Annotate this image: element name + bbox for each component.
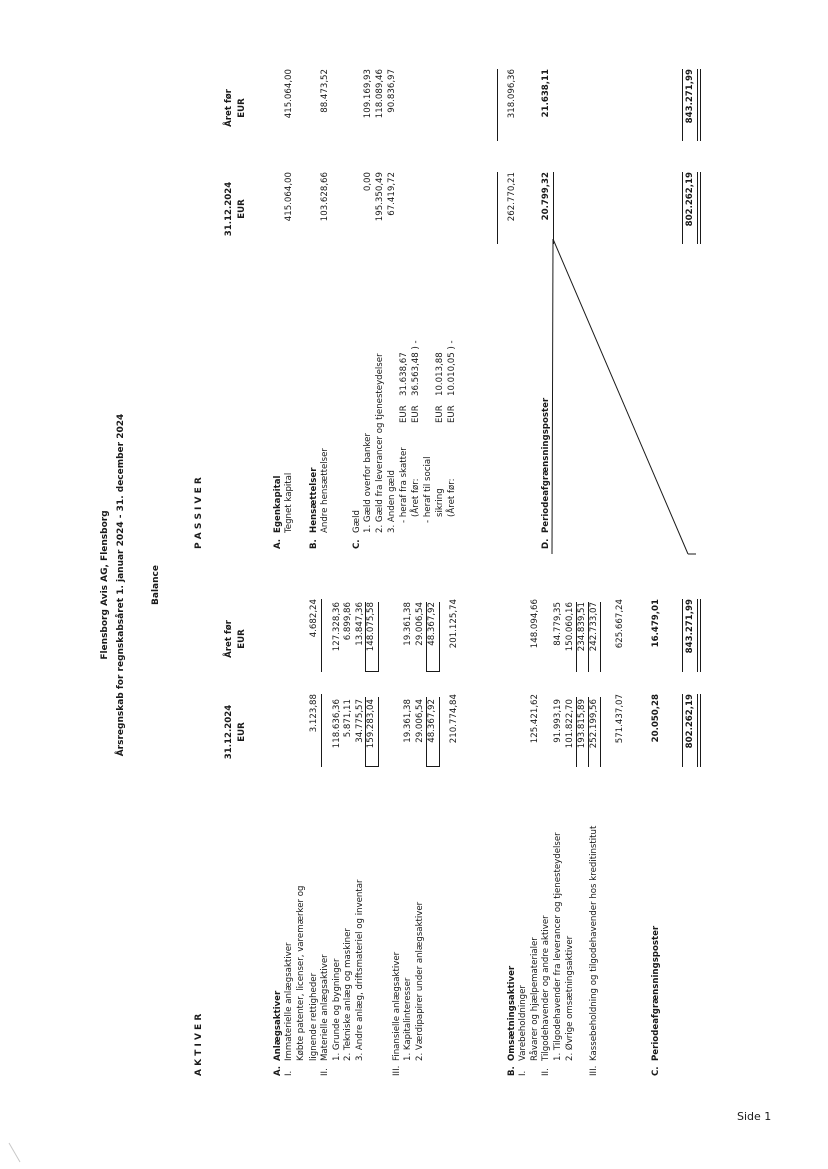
aktiver-previous-subamount: 19.361,38: [403, 602, 413, 646]
aktiver-previous-subtotal: 148.075,58: [366, 602, 376, 652]
aktiver-line-label: Tilgodehavender og andre aktiver: [541, 915, 551, 1061]
passiver-detail-unit: EUR: [447, 405, 457, 423]
aktiver-line-label: Råvarer og hjælpematerialer: [530, 937, 540, 1061]
aktiver-previous-total: 201.125,74: [449, 599, 459, 649]
aktiver-current-subtotal: 159.283,04: [366, 699, 376, 749]
passiver-line-label: Andre hensættelser: [320, 448, 330, 533]
aktiver-rule: [321, 599, 322, 672]
passiver-double-rule: [697, 172, 701, 244]
strike-top-line: [552, 239, 553, 554]
passiver-current-amount: 103.628,66: [320, 172, 330, 222]
aktiver-rule: [588, 697, 589, 767]
passiver-current-subamount: 67.419,72: [387, 172, 397, 216]
page-number: Side 1: [737, 1110, 772, 1123]
aktiver-current-subamount: 252.199,56: [589, 699, 599, 749]
passiver-letter: A.: [273, 538, 283, 549]
passiver-current-currency: EUR: [237, 199, 247, 219]
passiver-current-amount: 20.799,32: [541, 172, 551, 221]
strike-diagonal-line: [553, 239, 688, 554]
aktiver-line-label: Kassebeholdning og tilgodehavender hos kreditinstitut: [589, 825, 599, 1061]
aktiver-rule: [365, 671, 378, 672]
passiver-detail-unit: EUR: [411, 405, 421, 423]
passiver-section-label: Periodeafgrænsningsposter: [541, 397, 551, 533]
passiver-line-label: 2. Gæld fra leverancer og tjenesteydelser: [375, 353, 385, 533]
passiver-detail-label: (Året før:: [411, 478, 421, 517]
aktiver-current-year-label: 31.12.2024: [224, 704, 234, 760]
aktiver-rule: [365, 766, 378, 767]
company-name: Flensborg Avis AG, Flensborg: [100, 510, 110, 660]
aktiver-current-subamount: 118.636,36: [332, 699, 342, 749]
aktiver-section-label: Anlægsaktiver: [273, 990, 283, 1061]
aktiver-rule: [365, 602, 366, 672]
report-subtitle: Årsregnskab for regnskabsåret 1. januar 2024 - 31. december 2024: [116, 413, 126, 757]
passiver-previous-amount: 21.638,11: [541, 69, 551, 118]
aktiver-line-label: 1. Kapitalinteresser: [403, 977, 413, 1061]
aktiver-line-label: Immaterielle anlægsaktiver: [284, 942, 294, 1061]
aktiver-line-label: 2. Værdipapirer under anlægsaktiver: [415, 901, 425, 1061]
aktiver-rule: [682, 694, 683, 767]
passiver-previous-currency: EUR: [237, 98, 247, 118]
passiver-detail-label: sikring: [435, 488, 445, 517]
aktiver-current-subtotal: 193.815,89: [577, 699, 587, 749]
aktiver-line-label: 1. Tilgodehavender fra leverancer og tjenesteydelser: [553, 832, 563, 1061]
aktiver-line-label: Købte patenter, licenser, varemærker og: [296, 885, 306, 1061]
aktiver-rule: [426, 671, 439, 672]
aktiver-rule: [439, 602, 440, 672]
report-title: Balance: [151, 565, 161, 605]
passiver-detail-unit: EUR: [435, 405, 445, 423]
aktiver-line-label: Finansielle anlægsaktiver: [392, 951, 402, 1061]
aktiver-current-amount: 20.050,28: [651, 694, 661, 743]
aktiver-rule: [321, 694, 322, 767]
aktiver-line-label: 2. Øvrige omsætningsaktiver: [565, 935, 575, 1061]
passiver-letter: C.: [352, 539, 362, 549]
passiver-current-year-label: 31.12.2024: [224, 181, 234, 237]
aktiver-rule: [365, 697, 366, 767]
aktiver-rule: [588, 602, 589, 672]
aktiver-letter: A.: [273, 1065, 283, 1076]
aktiver-previous-subamount: 127.328,36: [332, 602, 342, 652]
aktiver-current-subtotal: 48.367,92: [427, 699, 437, 743]
passiver-grand-total-previous: 843.271,99: [685, 69, 695, 124]
aktiver-rule: [682, 599, 683, 672]
passiver-previous-subamount: 109.169,93: [363, 69, 373, 119]
aktiver-current-subamount: 19.361,38: [403, 699, 413, 743]
aktiver-section-label: Omsætningsaktiver: [507, 965, 517, 1061]
aktiver-current-subamount: 29.006,54: [415, 699, 425, 743]
aktiver-previous-year-label: Året før: [224, 620, 234, 658]
passiver-rule: [682, 69, 683, 141]
aktiver-current-subamount: 34.775,57: [355, 699, 365, 743]
passiver-section-label: Hensættelser: [309, 467, 319, 533]
aktiver-line-label: 3. Andre anlæg, driftsmateriel og inventar: [355, 879, 365, 1061]
aktiver-section-label: Periodeafgrænsningsposter: [651, 925, 661, 1061]
aktiver-line-label: Varebeholdninger: [518, 985, 528, 1061]
aktiver-previous-amount: 16.479,01: [651, 599, 661, 648]
aktiver-line-label: 1. Grunde og bygninger: [332, 958, 342, 1061]
aktiver-rule: [600, 697, 601, 767]
aktiver-letter: B.: [507, 1066, 517, 1076]
passiver-line-label: Tegnet kapital: [284, 472, 294, 533]
aktiver-previous-subamount: 6.899,86: [343, 602, 353, 641]
passiver-letter: B.: [309, 539, 319, 549]
passiver-rule: [553, 172, 554, 244]
aktiver-current-amount: 125.421,62: [530, 694, 540, 744]
passiver-line-label: 3. Anden gæld: [387, 470, 397, 533]
aktiver-rule: [426, 766, 439, 767]
passiver-line-label: 1. Gæld overfor banker: [363, 433, 373, 533]
passiver-detail-unit: EUR: [399, 405, 409, 423]
passiver-previous-subamount: 90.836,97: [387, 69, 397, 113]
passiver-previous-year-label: Året før: [224, 89, 234, 127]
passiver-detail-label: - heraf fra skatter: [399, 447, 409, 523]
passiver-current-total: 262.770,21: [507, 172, 517, 222]
passiver-detail-amount: 36.563,48 ) -: [411, 340, 421, 396]
aktiver-rule: [378, 697, 379, 767]
passiver-current-amount: 415.064,00: [284, 172, 294, 222]
aktiver-previous-subamount: 13.847,36: [355, 602, 365, 646]
aktiver-rule: [576, 602, 577, 672]
aktiver-letter: II.: [541, 1068, 551, 1076]
aktiver-rule: [600, 602, 601, 672]
aktiver-line-label: lignende rettigheder: [309, 972, 319, 1061]
aktiver-line-label: 2. Tekniske anlæg og maskiner: [343, 928, 353, 1061]
aktiver-letter: I.: [518, 1070, 528, 1076]
aktiver-previous-subtotal: 48.367,92: [427, 602, 437, 646]
passiver-current-subamount: 195.350,49: [375, 172, 385, 222]
passiver-detail-amount: 10.010,05 ) -: [447, 340, 457, 396]
passiver-detail-amount: 31.638,67: [399, 352, 409, 396]
passiver-rule: [497, 69, 498, 141]
aktiver-previous-subtotal: 234.839,51: [577, 602, 587, 652]
aktiver-current-total: 210.774,84: [449, 694, 459, 744]
aktiver-line-label: Materielle anlægsaktiver: [320, 954, 330, 1061]
scan-mark-icon: [8, 1142, 22, 1164]
passiver-rule: [682, 172, 683, 244]
aktiver-double-rule: [697, 599, 701, 672]
passiver-grand-total-current: 802.262,19: [685, 172, 695, 227]
aktiver-letter: I.: [284, 1070, 294, 1076]
aktiver-letter: C.: [651, 1066, 661, 1076]
aktiver-rule: [426, 602, 427, 672]
passiver-current-subamount: 0,00: [363, 172, 373, 192]
aktiver-letter: III.: [589, 1065, 599, 1076]
aktiver-grand-total-current: 802.262,19: [685, 694, 695, 749]
passiver-previous-total: 318.096,36: [507, 69, 517, 119]
passiver-previous-amount: 88.473,52: [320, 69, 330, 113]
aktiver-letter: III.: [392, 1065, 402, 1076]
passiver-rule: [497, 172, 498, 244]
aktiver-current-subamount: 91.993,19: [553, 699, 563, 743]
aktiver-previous-subamount: 84.779,35: [553, 602, 563, 646]
aktiver-current-currency: EUR: [237, 722, 247, 742]
passiver-detail-label: - heraf til social: [423, 456, 433, 523]
aktiver-rule: [576, 697, 577, 767]
passiver-letter: D.: [541, 538, 551, 549]
aktiver-rule: [378, 602, 379, 672]
aktiver-previous-total: 625.667,24: [615, 599, 625, 649]
aktiver-double-rule: [697, 694, 701, 767]
aktiver-previous-amount: 148.094,66: [530, 599, 540, 649]
aktiver-current-amount: 3.123,88: [309, 694, 319, 733]
aktiver-previous-currency: EUR: [237, 629, 247, 649]
aktiver-previous-subamount: 150.060,16: [565, 602, 575, 652]
aktiver-grand-total-previous: 843.271,99: [685, 599, 695, 654]
passiver-heading: P A S S I V E R: [194, 477, 204, 549]
passiver-previous-subamount: 118.089,46: [375, 69, 385, 119]
aktiver-letter: II.: [320, 1068, 330, 1076]
aktiver-current-subamount: 5.871,11: [343, 699, 353, 738]
aktiver-current-subamount: 101.822,70: [565, 699, 575, 749]
aktiver-rule: [439, 697, 440, 767]
passiver-previous-amount: 415.064,00: [284, 69, 294, 119]
passiver-detail-amount: 10.013,88: [435, 352, 445, 396]
aktiver-rule: [426, 697, 427, 767]
passiver-section-label: Egenkapital: [273, 475, 283, 533]
aktiver-heading: A K T I V E R: [194, 1013, 204, 1076]
aktiver-current-total: 571.437,07: [615, 694, 625, 744]
passiver-double-rule: [697, 69, 701, 141]
aktiver-previous-subamount: 29.006,54: [415, 602, 425, 646]
passiver-section-label: Gæld: [352, 510, 362, 533]
aktiver-previous-subamount: 242.733,07: [589, 602, 599, 652]
passiver-detail-label: (Året før:: [447, 478, 457, 517]
aktiver-previous-amount: 4.682,24: [309, 599, 319, 638]
